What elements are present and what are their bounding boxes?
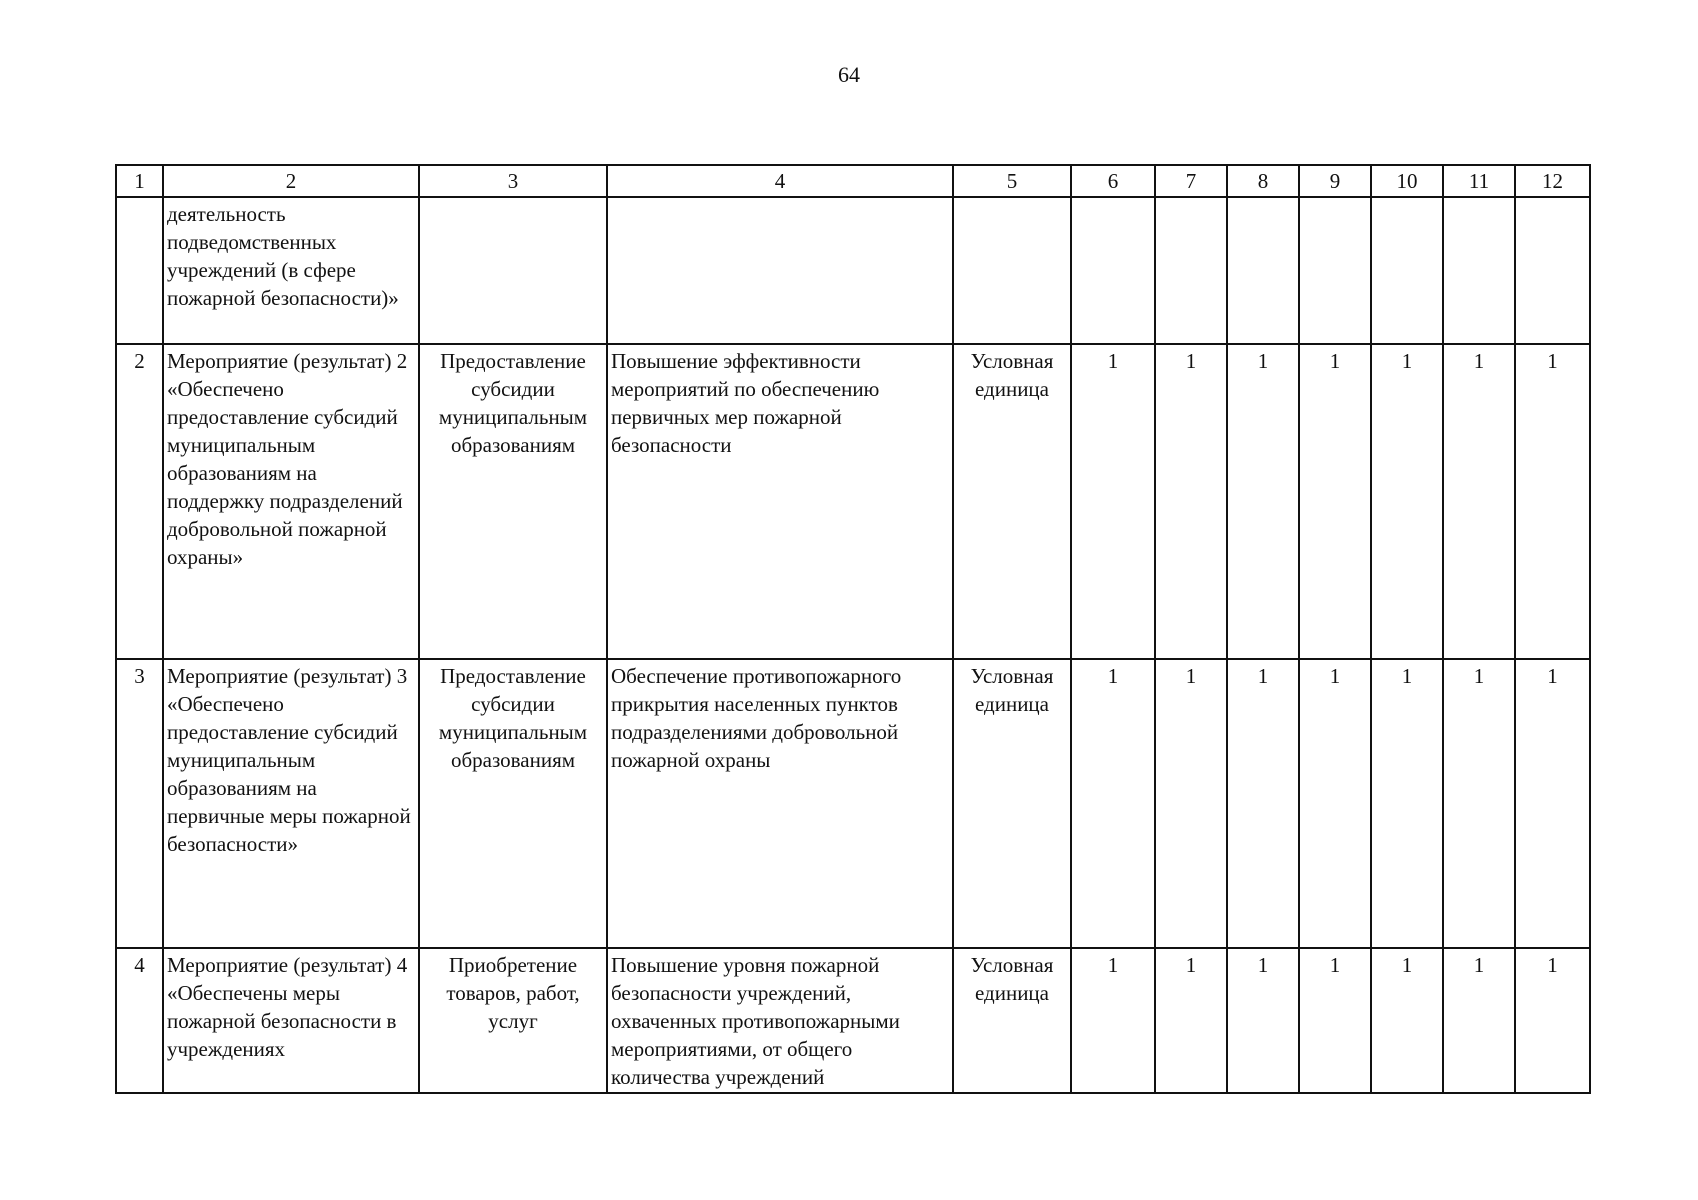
- value-cell: 1: [1155, 948, 1227, 1093]
- measure-name: деятельность подведомственных учреждений (в сфере пожарной безопасности)»: [163, 197, 419, 344]
- column-header: 11: [1443, 165, 1515, 197]
- measure-unit: [953, 197, 1071, 344]
- value-cell: 1: [1371, 344, 1443, 659]
- measure-type: [419, 197, 607, 344]
- measure-name: Мероприятие (результат) 3 «Обеспечено предоставление субсидий муниципальным образованиям на первичные меры пожарной безопасности»: [163, 659, 419, 948]
- measure-unit: Условная единица: [953, 344, 1071, 659]
- value-cell: 1: [1443, 659, 1515, 948]
- value-cell: 1: [1515, 948, 1590, 1093]
- value-cell: [1227, 197, 1299, 344]
- column-header: 9: [1299, 165, 1371, 197]
- measure-name: Мероприятие (результат) 4 «Обеспечены меры пожарной безопасности в учреждениях: [163, 948, 419, 1093]
- column-header: 10: [1371, 165, 1443, 197]
- page-number: 64: [838, 62, 860, 87]
- measure-description: Обеспечение противопожарного прикрытия населенных пунктов подразделениями добровольной пожарной охраны: [607, 659, 953, 948]
- measure-type: Предоставление субсидии муниципальным образованиям: [419, 344, 607, 659]
- value-cell: [1443, 197, 1515, 344]
- value-cell: 1: [1299, 344, 1371, 659]
- measure-unit: Условная единица: [953, 948, 1071, 1093]
- column-header: 4: [607, 165, 953, 197]
- value-cell: [1155, 197, 1227, 344]
- row-number: 3: [116, 659, 163, 948]
- value-cell: 1: [1371, 659, 1443, 948]
- row-number: 4: [116, 948, 163, 1093]
- value-cell: 1: [1443, 948, 1515, 1093]
- column-header: 2: [163, 165, 419, 197]
- value-cell: 1: [1515, 344, 1590, 659]
- row-number: 2: [116, 344, 163, 659]
- value-cell: 1: [1071, 659, 1155, 948]
- column-header: 5: [953, 165, 1071, 197]
- indicators-table: [115, 164, 1591, 1094]
- measure-description: [607, 197, 953, 344]
- measure-description: Повышение уровня пожарной безопасности учреждений, охваченных противопожарными мероприятиями, от общего количества учреждений: [607, 948, 953, 1093]
- value-cell: 1: [1071, 344, 1155, 659]
- column-header: 7: [1155, 165, 1227, 197]
- value-cell: 1: [1155, 659, 1227, 948]
- value-cell: [1071, 197, 1155, 344]
- value-cell: [1371, 197, 1443, 344]
- value-cell: 1: [1299, 659, 1371, 948]
- value-cell: 1: [1227, 948, 1299, 1093]
- column-header: 6: [1071, 165, 1155, 197]
- value-cell: 1: [1371, 948, 1443, 1093]
- table-row: [116, 197, 1590, 344]
- measure-type: Приобретение товаров, работ, услуг: [419, 948, 607, 1093]
- header-row: [116, 165, 1590, 197]
- measure-type: Предоставление субсидии муниципальным образованиям: [419, 659, 607, 948]
- value-cell: [1299, 197, 1371, 344]
- column-header: 3: [419, 165, 607, 197]
- measure-name: Мероприятие (результат) 2 «Обеспечено предоставление субсидий муниципальным образованиям на поддержку подразделений добровольной пожарной охраны»: [163, 344, 419, 659]
- table-row: [116, 659, 1590, 948]
- row-number: [116, 197, 163, 344]
- value-cell: 1: [1227, 659, 1299, 948]
- table-row: [116, 344, 1590, 659]
- value-cell: [1515, 197, 1590, 344]
- column-header: 1: [116, 165, 163, 197]
- column-header: 8: [1227, 165, 1299, 197]
- column-header: 12: [1515, 165, 1590, 197]
- table-row: [116, 948, 1590, 1093]
- value-cell: 1: [1443, 344, 1515, 659]
- value-cell: 1: [1071, 948, 1155, 1093]
- value-cell: 1: [1155, 344, 1227, 659]
- value-cell: 1: [1515, 659, 1590, 948]
- measure-unit: Условная единица: [953, 659, 1071, 948]
- value-cell: 1: [1299, 948, 1371, 1093]
- value-cell: 1: [1227, 344, 1299, 659]
- measure-description: Повышение эффективности мероприятий по обеспечению первичных мер пожарной безопасности: [607, 344, 953, 659]
